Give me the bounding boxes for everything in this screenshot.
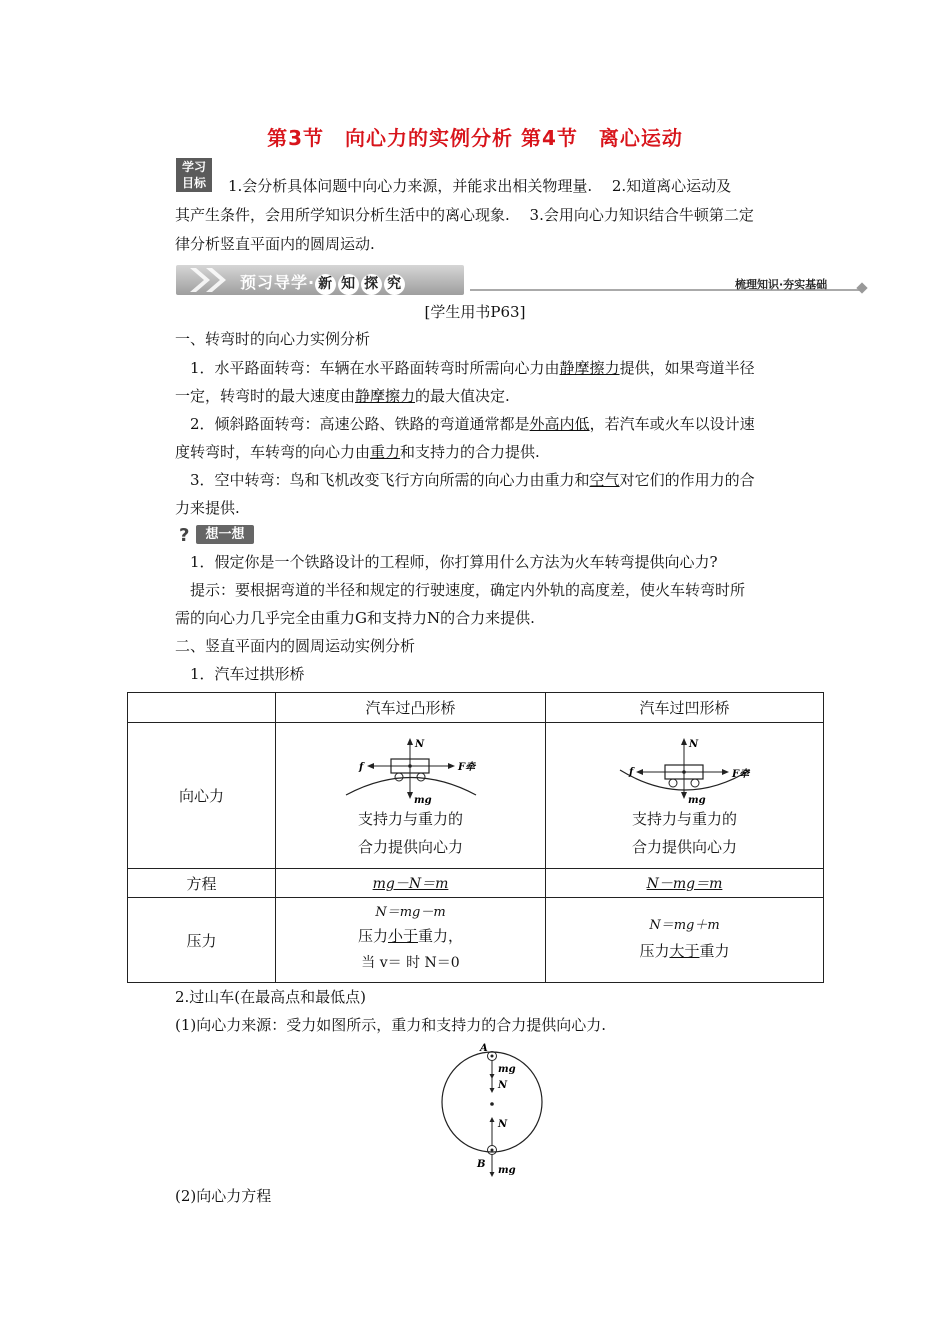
section-1-p3-line2: 力来提供. [175, 499, 240, 517]
goals-line-1: 1.会分析具体问题中向心力来源，并能求出相关物理量. 2.知道离心运动及 [228, 177, 732, 195]
goals-line-3: 律分析竖直平面内的圆周运动. [175, 235, 375, 253]
convex-cell [276, 723, 546, 869]
banner-title: 预习导学· 新 知 探 究 [240, 270, 407, 295]
concave-equation: N－mg＝m [546, 869, 824, 898]
svg-text:mg: mg [413, 794, 432, 805]
svg-text:N: N [498, 1080, 508, 1091]
concave-pressure-cell [546, 898, 824, 983]
think-answer-line2: 需的向心力几乎完全由重力G和支持力N的合力来提供. [175, 609, 535, 627]
svg-text:A: A [480, 1043, 488, 1054]
svg-text:N: N [414, 738, 424, 750]
think-answer-line1: 提示：要根据弯道的半径和规定的行驶速度，确定内外轨的高度差，使火车转弯时所 [190, 581, 746, 599]
book-reference: [学生用书P63] [424, 303, 526, 321]
section-1-p1-line1: 1．水平路面转弯：车辆在水平路面转弯时所需向心力由静摩擦力提供，如果弯道半径 [190, 359, 755, 377]
svg-text:f: f [628, 766, 633, 778]
svg-text:mg: mg [498, 1165, 516, 1176]
concave-desc-2: 合力提供向心力 [631, 837, 737, 856]
diamond-icon [856, 282, 867, 293]
svg-text:f: f [358, 761, 363, 773]
svg-text:N: N [498, 1119, 508, 1130]
section-1-p2-line1: 2．倾斜路面转弯：高速公路、铁路的弯道通常都是外高内低，若汽车或火车以设计速 [190, 415, 755, 433]
concave-pressure-compare: 压力大于重力 [639, 942, 730, 960]
double-chevron-icon [182, 265, 242, 295]
table-corner [128, 693, 276, 723]
page-title: 第3节 向心力的实例分析 第4节 离心运动 [267, 126, 683, 150]
section-3-p2: (2)向心力方程 [175, 1187, 272, 1205]
svg-text:mg: mg [687, 794, 706, 805]
roller-coaster-diagram [430, 1040, 560, 1180]
section-2-heading: 二、竖直平面内的圆周运动实例分析 [175, 637, 416, 655]
table-header-convex: 汽车过凸形桥 [276, 693, 546, 723]
convex-pressure-cell [276, 898, 546, 983]
banner-subtitle: 梳理知识·夯实基础 [735, 278, 828, 291]
goals-line-2: 其产生条件，会用所学知识分析生活中的离心现象. 3.会用向心力知识结合牛顿第二定 [175, 206, 754, 224]
section-3-p1: (1)向心力来源：受力如图所示，重力和支持力的合力提供向心力. [175, 1016, 607, 1034]
convex-desc-1: 支持力与重力的 [357, 809, 463, 828]
row-label-equation: 方程 [128, 869, 276, 898]
svg-text:mg: mg [498, 1064, 516, 1075]
concave-pressure-formula: N＝mg＋m [649, 918, 720, 933]
svg-text:?: ? [179, 525, 190, 544]
row-label-centripetal: 向心力 [128, 723, 276, 869]
think-question: 1．假定你是一个铁路设计的工程师，你打算用什么方法为火车转弯提供向心力? [190, 553, 718, 571]
bridge-table [127, 692, 824, 983]
concave-cell [546, 723, 824, 869]
row-label-pressure: 压力 [128, 898, 276, 983]
section-2-sub1: 1．汽车过拱形桥 [190, 665, 305, 683]
section-1-p2-line2: 度转弯时，车转弯的向心力由重力和支持力的合力提供. [175, 443, 540, 461]
convex-pressure-condition: 当 v＝ 时 N＝0 [361, 955, 460, 971]
convex-equation: mg－N＝m [276, 869, 546, 898]
section-1-p3-line1: 3．空中转弯：鸟和飞机改变飞行方向所需的向心力由重力和空气对它们的作用力的合 [190, 471, 755, 489]
convex-pressure-compare: 压力小于重力， [357, 927, 464, 945]
svg-text:F牵: F牵 [731, 768, 749, 780]
think-badge: 想一想 [196, 525, 254, 544]
question-mark-icon [176, 524, 196, 544]
section-1-p1-line2: 一定，转弯时的最大速度由静摩擦力的最大值决定. [175, 387, 510, 405]
convex-desc-2: 合力提供向心力 [357, 837, 463, 856]
concave-desc-1: 支持力与重力的 [631, 809, 737, 828]
convex-pressure-formula: N＝mg－m [375, 905, 446, 920]
concave-bridge-diagram [585, 735, 785, 805]
svg-text:B: B [477, 1159, 486, 1170]
table-header-concave: 汽车过凹形桥 [546, 693, 824, 723]
section-1-heading: 一、转弯时的向心力实例分析 [175, 330, 371, 348]
convex-bridge-diagram [311, 735, 511, 805]
svg-text:F牵: F牵 [457, 761, 475, 773]
svg-text:N: N [688, 738, 698, 750]
learning-goals-badge: 学习 目标 [176, 158, 212, 192]
section-3-sub2: 2.过山车(在最高点和最低点) [175, 988, 367, 1006]
